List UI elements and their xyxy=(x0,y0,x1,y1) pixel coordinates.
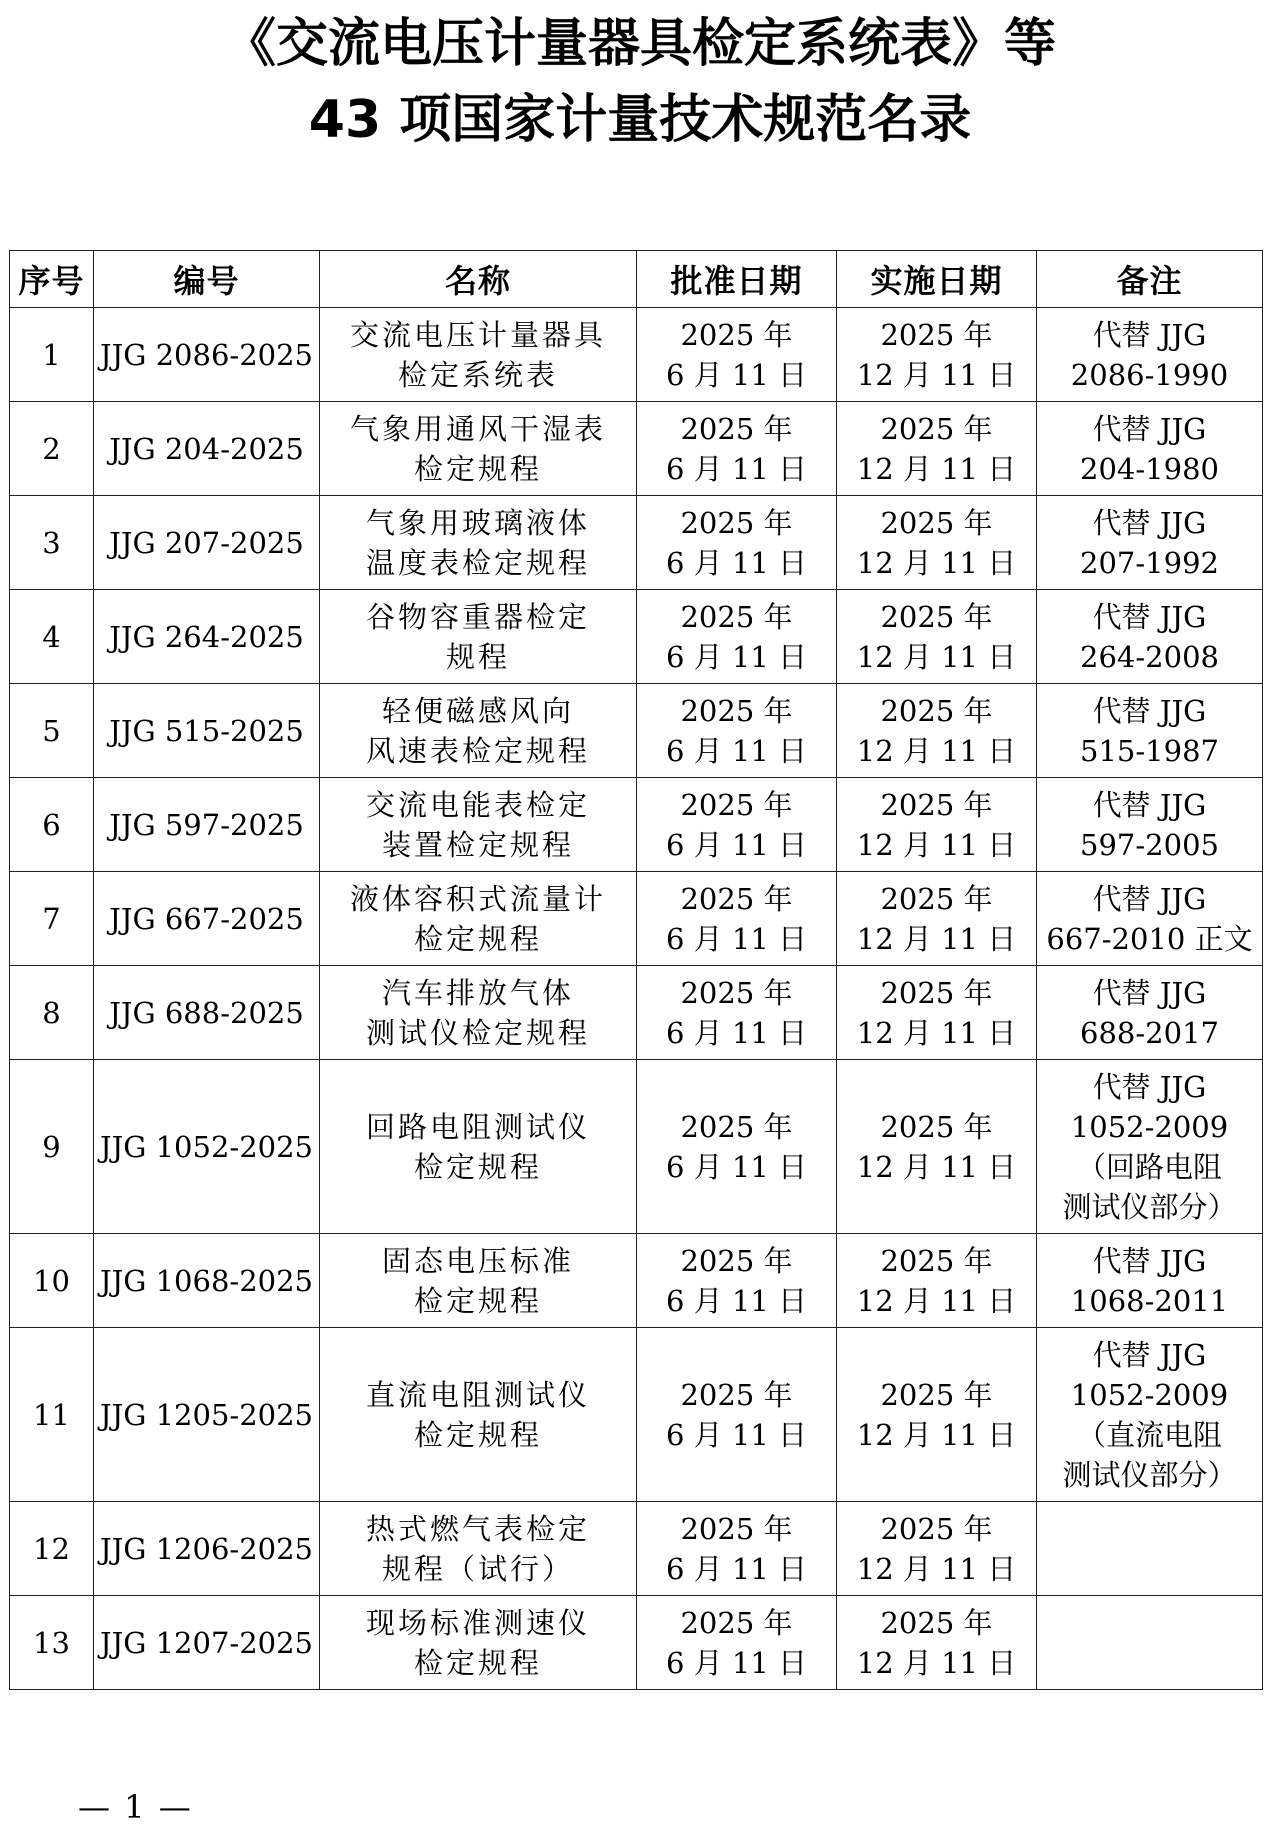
cell-serial: 12 xyxy=(10,1502,94,1596)
cell-approval-date-line: 6 月 11 日 xyxy=(665,921,807,956)
cell-approval-date xyxy=(637,402,837,496)
title-line-2: 43 项国家计量技术规范名录 xyxy=(308,90,972,150)
cell-remark-line: 测试仪部分） xyxy=(1062,1457,1237,1492)
header-implementation-date: 实施日期 xyxy=(837,251,1037,308)
cell-name xyxy=(320,590,637,684)
cell-approval-date-line: 2025 年 xyxy=(680,693,793,728)
header-approval-date: 批准日期 xyxy=(637,251,837,308)
cell-name xyxy=(320,684,637,778)
cell-approval-date xyxy=(637,1596,837,1690)
cell-approval-date-line: 2025 年 xyxy=(680,317,793,352)
cell-approval-date xyxy=(637,496,837,590)
table-row xyxy=(10,402,1263,496)
cell-remark xyxy=(1037,1060,1263,1234)
cell-implementation-date-line: 2025 年 xyxy=(880,975,993,1010)
cell-serial: 5 xyxy=(10,684,94,778)
cell-remark-line: 688-2017 xyxy=(1080,1015,1219,1050)
cell-remark xyxy=(1037,1596,1263,1690)
cell-implementation-date-line: 12 月 11 日 xyxy=(856,1417,1017,1452)
cell-name-line: 谷物容重器检定 xyxy=(365,599,590,634)
cell-code: JJG 1206-2025 xyxy=(94,1502,320,1596)
cell-remark xyxy=(1037,402,1263,496)
table-row xyxy=(10,496,1263,590)
cell-remark-line: 代替 JJG xyxy=(1092,787,1207,822)
cell-implementation-date xyxy=(837,872,1037,966)
cell-implementation-date-line: 12 月 11 日 xyxy=(856,357,1017,392)
cell-approval-date-line: 2025 年 xyxy=(680,975,793,1010)
page-number: — 1 — xyxy=(78,1788,193,1826)
cell-name-line: 轻便磁感风向 xyxy=(381,693,574,728)
cell-code: JJG 2086-2025 xyxy=(94,308,320,402)
cell-approval-date-line: 6 月 11 日 xyxy=(665,827,807,862)
cell-remark-line: 代替 JJG xyxy=(1092,505,1207,540)
cell-approval-date-line: 6 月 11 日 xyxy=(665,357,807,392)
cell-remark-line: 代替 JJG xyxy=(1092,975,1207,1010)
cell-name-line: 温度表检定规程 xyxy=(365,545,590,580)
cell-implementation-date-line: 2025 年 xyxy=(880,1243,993,1278)
table-body xyxy=(10,308,1263,1690)
cell-name-line: 风速表检定规程 xyxy=(365,733,590,768)
cell-approval-date-line: 2025 年 xyxy=(680,505,793,540)
cell-serial: 9 xyxy=(10,1060,94,1234)
cell-name-line: 交流电压计量器具 xyxy=(349,317,606,352)
cell-name xyxy=(320,1234,637,1328)
cell-name-line: 检定规程 xyxy=(413,1645,542,1680)
cell-remark xyxy=(1037,1502,1263,1596)
cell-implementation-date-line: 12 月 11 日 xyxy=(856,545,1017,580)
cell-remark-line: 204-1980 xyxy=(1080,451,1219,486)
cell-remark xyxy=(1037,966,1263,1060)
cell-serial: 6 xyxy=(10,778,94,872)
table-row xyxy=(10,684,1263,778)
table-header-row xyxy=(10,251,1263,308)
standards-table xyxy=(9,250,1263,1690)
cell-code: JJG 597-2025 xyxy=(94,778,320,872)
table-row xyxy=(10,1328,1263,1502)
cell-implementation-date xyxy=(837,590,1037,684)
cell-approval-date xyxy=(637,590,837,684)
cell-code: JJG 1068-2025 xyxy=(94,1234,320,1328)
cell-code: JJG 264-2025 xyxy=(94,590,320,684)
table-row xyxy=(10,590,1263,684)
cell-remark-line: 264-2008 xyxy=(1080,639,1219,674)
cell-remark-line: 代替 JJG xyxy=(1092,881,1207,916)
cell-serial: 13 xyxy=(10,1596,94,1690)
table-row xyxy=(10,1502,1263,1596)
cell-implementation-date-line: 12 月 11 日 xyxy=(856,921,1017,956)
cell-name xyxy=(320,872,637,966)
cell-approval-date xyxy=(637,684,837,778)
cell-implementation-date xyxy=(837,1234,1037,1328)
cell-serial: 1 xyxy=(10,308,94,402)
cell-approval-date-line: 2025 年 xyxy=(680,1605,793,1640)
cell-remark-line: 1052-2009 xyxy=(1070,1109,1229,1144)
cell-name xyxy=(320,402,637,496)
cell-name-line: 气象用通风干湿表 xyxy=(349,411,606,446)
cell-implementation-date xyxy=(837,496,1037,590)
cell-name-line: 规程（试行） xyxy=(381,1551,574,1586)
cell-name-line: 检定规程 xyxy=(413,451,542,486)
cell-implementation-date-line: 2025 年 xyxy=(880,317,993,352)
cell-name-line: 装置检定规程 xyxy=(381,827,574,862)
cell-name-line: 固态电压标准 xyxy=(381,1243,574,1278)
cell-implementation-date-line: 12 月 11 日 xyxy=(856,639,1017,674)
cell-remark-line: 代替 JJG xyxy=(1092,599,1207,634)
cell-code: JJG 1052-2025 xyxy=(94,1060,320,1234)
table-row xyxy=(10,1060,1263,1234)
cell-approval-date-line: 2025 年 xyxy=(680,1109,793,1144)
cell-remark-line: 测试仪部分） xyxy=(1062,1189,1237,1224)
table-row xyxy=(10,308,1263,402)
cell-approval-date-line: 2025 年 xyxy=(680,787,793,822)
cell-remark-line: 597-2005 xyxy=(1080,827,1219,862)
cell-remark-line: 1052-2009 xyxy=(1070,1377,1229,1412)
cell-approval-date-line: 6 月 11 日 xyxy=(665,733,807,768)
cell-approval-date-line: 2025 年 xyxy=(680,599,793,634)
cell-serial: 7 xyxy=(10,872,94,966)
header-serial: 序号 xyxy=(10,251,94,308)
cell-approval-date xyxy=(637,1328,837,1502)
cell-name-line: 热式燃气表检定 xyxy=(365,1511,590,1546)
table-row xyxy=(10,1234,1263,1328)
cell-remark-line: 667-2010 正文 xyxy=(1046,921,1253,956)
cell-serial: 11 xyxy=(10,1328,94,1502)
cell-name-line: 回路电阻测试仪 xyxy=(365,1109,590,1144)
cell-serial: 3 xyxy=(10,496,94,590)
cell-implementation-date xyxy=(837,1328,1037,1502)
cell-implementation-date xyxy=(837,778,1037,872)
cell-remark-line: （直流电阻 xyxy=(1076,1417,1222,1452)
cell-name-line: 检定系统表 xyxy=(397,357,558,392)
cell-approval-date xyxy=(637,308,837,402)
cell-remark-line: 2086-1990 xyxy=(1070,357,1229,392)
document-title xyxy=(0,6,1280,158)
cell-implementation-date-line: 12 月 11 日 xyxy=(856,1149,1017,1184)
cell-remark-line: （回路电阻 xyxy=(1076,1149,1222,1184)
cell-remark xyxy=(1037,590,1263,684)
cell-code: JJG 1207-2025 xyxy=(94,1596,320,1690)
cell-remark xyxy=(1037,1234,1263,1328)
cell-name xyxy=(320,778,637,872)
cell-name-line: 现场标准测速仪 xyxy=(365,1605,590,1640)
cell-implementation-date-line: 2025 年 xyxy=(880,411,993,446)
cell-implementation-date-line: 12 月 11 日 xyxy=(856,827,1017,862)
cell-remark-line: 代替 JJG xyxy=(1092,1243,1207,1278)
cell-name xyxy=(320,1596,637,1690)
table-row xyxy=(10,966,1263,1060)
cell-implementation-date-line: 2025 年 xyxy=(880,599,993,634)
cell-implementation-date-line: 12 月 11 日 xyxy=(856,733,1017,768)
cell-remark xyxy=(1037,1328,1263,1502)
cell-implementation-date xyxy=(837,1502,1037,1596)
cell-approval-date-line: 6 月 11 日 xyxy=(665,451,807,486)
cell-implementation-date-line: 2025 年 xyxy=(880,1511,993,1546)
cell-remark-line: 代替 JJG xyxy=(1092,411,1207,446)
cell-approval-date xyxy=(637,1502,837,1596)
cell-approval-date-line: 2025 年 xyxy=(680,881,793,916)
cell-name xyxy=(320,1328,637,1502)
table-row xyxy=(10,778,1263,872)
cell-implementation-date xyxy=(837,966,1037,1060)
cell-approval-date-line: 6 月 11 日 xyxy=(665,639,807,674)
cell-implementation-date-line: 2025 年 xyxy=(880,505,993,540)
cell-approval-date xyxy=(637,778,837,872)
cell-implementation-date-line: 12 月 11 日 xyxy=(856,1645,1017,1680)
cell-name xyxy=(320,1060,637,1234)
cell-name-line: 汽车排放气体 xyxy=(381,975,574,1010)
cell-code: JJG 688-2025 xyxy=(94,966,320,1060)
cell-approval-date xyxy=(637,1234,837,1328)
cell-approval-date-line: 6 月 11 日 xyxy=(665,1551,807,1586)
cell-name-line: 规程 xyxy=(445,639,510,674)
cell-approval-date-line: 6 月 11 日 xyxy=(665,1417,807,1452)
cell-name xyxy=(320,308,637,402)
cell-name-line: 测试仪检定规程 xyxy=(365,1015,590,1050)
cell-approval-date xyxy=(637,1060,837,1234)
cell-remark xyxy=(1037,496,1263,590)
cell-implementation-date xyxy=(837,1060,1037,1234)
cell-approval-date-line: 6 月 11 日 xyxy=(665,1015,807,1050)
cell-name-line: 交流电能表检定 xyxy=(365,787,590,822)
cell-implementation-date-line: 2025 年 xyxy=(880,881,993,916)
table-row xyxy=(10,872,1263,966)
cell-approval-date-line: 6 月 11 日 xyxy=(665,1149,807,1184)
cell-implementation-date xyxy=(837,402,1037,496)
cell-implementation-date-line: 2025 年 xyxy=(880,1109,993,1144)
cell-implementation-date-line: 12 月 11 日 xyxy=(856,1015,1017,1050)
cell-code: JJG 515-2025 xyxy=(94,684,320,778)
cell-remark-line: 代替 JJG xyxy=(1092,1337,1207,1372)
cell-name-line: 气象用玻璃液体 xyxy=(365,505,590,540)
cell-code: JJG 667-2025 xyxy=(94,872,320,966)
cell-approval-date-line: 2025 年 xyxy=(680,1377,793,1412)
cell-remark-line: 1068-2011 xyxy=(1070,1283,1229,1318)
cell-remark-line: 代替 JJG xyxy=(1092,693,1207,728)
cell-approval-date xyxy=(637,872,837,966)
cell-name-line: 直流电阻测试仪 xyxy=(365,1377,590,1412)
cell-name xyxy=(320,966,637,1060)
table-row xyxy=(10,1596,1263,1690)
cell-code: JJG 1205-2025 xyxy=(94,1328,320,1502)
cell-serial: 2 xyxy=(10,402,94,496)
cell-remark-line: 207-1992 xyxy=(1080,545,1219,580)
cell-remark xyxy=(1037,308,1263,402)
cell-implementation-date-line: 12 月 11 日 xyxy=(856,1283,1017,1318)
cell-implementation-date xyxy=(837,1596,1037,1690)
cell-serial: 4 xyxy=(10,590,94,684)
cell-name-line: 液体容积式流量计 xyxy=(349,881,606,916)
cell-remark xyxy=(1037,872,1263,966)
header-name: 名称 xyxy=(320,251,637,308)
header-remark: 备注 xyxy=(1037,251,1263,308)
cell-name xyxy=(320,1502,637,1596)
cell-approval-date-line: 6 月 11 日 xyxy=(665,1645,807,1680)
cell-code: JJG 204-2025 xyxy=(94,402,320,496)
cell-approval-date xyxy=(637,966,837,1060)
cell-name-line: 检定规程 xyxy=(413,1417,542,1452)
cell-implementation-date-line: 2025 年 xyxy=(880,1605,993,1640)
cell-name-line: 检定规程 xyxy=(413,921,542,956)
cell-approval-date-line: 6 月 11 日 xyxy=(665,545,807,580)
cell-implementation-date xyxy=(837,308,1037,402)
cell-name-line: 检定规程 xyxy=(413,1149,542,1184)
cell-remark xyxy=(1037,778,1263,872)
cell-implementation-date xyxy=(837,684,1037,778)
cell-serial: 10 xyxy=(10,1234,94,1328)
cell-implementation-date-line: 2025 年 xyxy=(880,787,993,822)
cell-approval-date-line: 2025 年 xyxy=(680,411,793,446)
cell-remark-line: 代替 JJG xyxy=(1092,317,1207,352)
cell-approval-date-line: 2025 年 xyxy=(680,1511,793,1546)
cell-name xyxy=(320,496,637,590)
cell-approval-date-line: 6 月 11 日 xyxy=(665,1283,807,1318)
cell-remark xyxy=(1037,684,1263,778)
cell-implementation-date-line: 2025 年 xyxy=(880,1377,993,1412)
header-code: 编号 xyxy=(94,251,320,308)
cell-remark-line: 515-1987 xyxy=(1080,733,1219,768)
title-line-1: 《交流电压计量器具检定系统表》等 xyxy=(223,14,1056,74)
cell-approval-date-line: 2025 年 xyxy=(680,1243,793,1278)
cell-name-line: 检定规程 xyxy=(413,1283,542,1318)
cell-serial: 8 xyxy=(10,966,94,1060)
cell-code: JJG 207-2025 xyxy=(94,496,320,590)
cell-implementation-date-line: 2025 年 xyxy=(880,693,993,728)
cell-implementation-date-line: 12 月 11 日 xyxy=(856,1551,1017,1586)
cell-implementation-date-line: 12 月 11 日 xyxy=(856,451,1017,486)
cell-remark-line: 代替 JJG xyxy=(1092,1069,1207,1104)
